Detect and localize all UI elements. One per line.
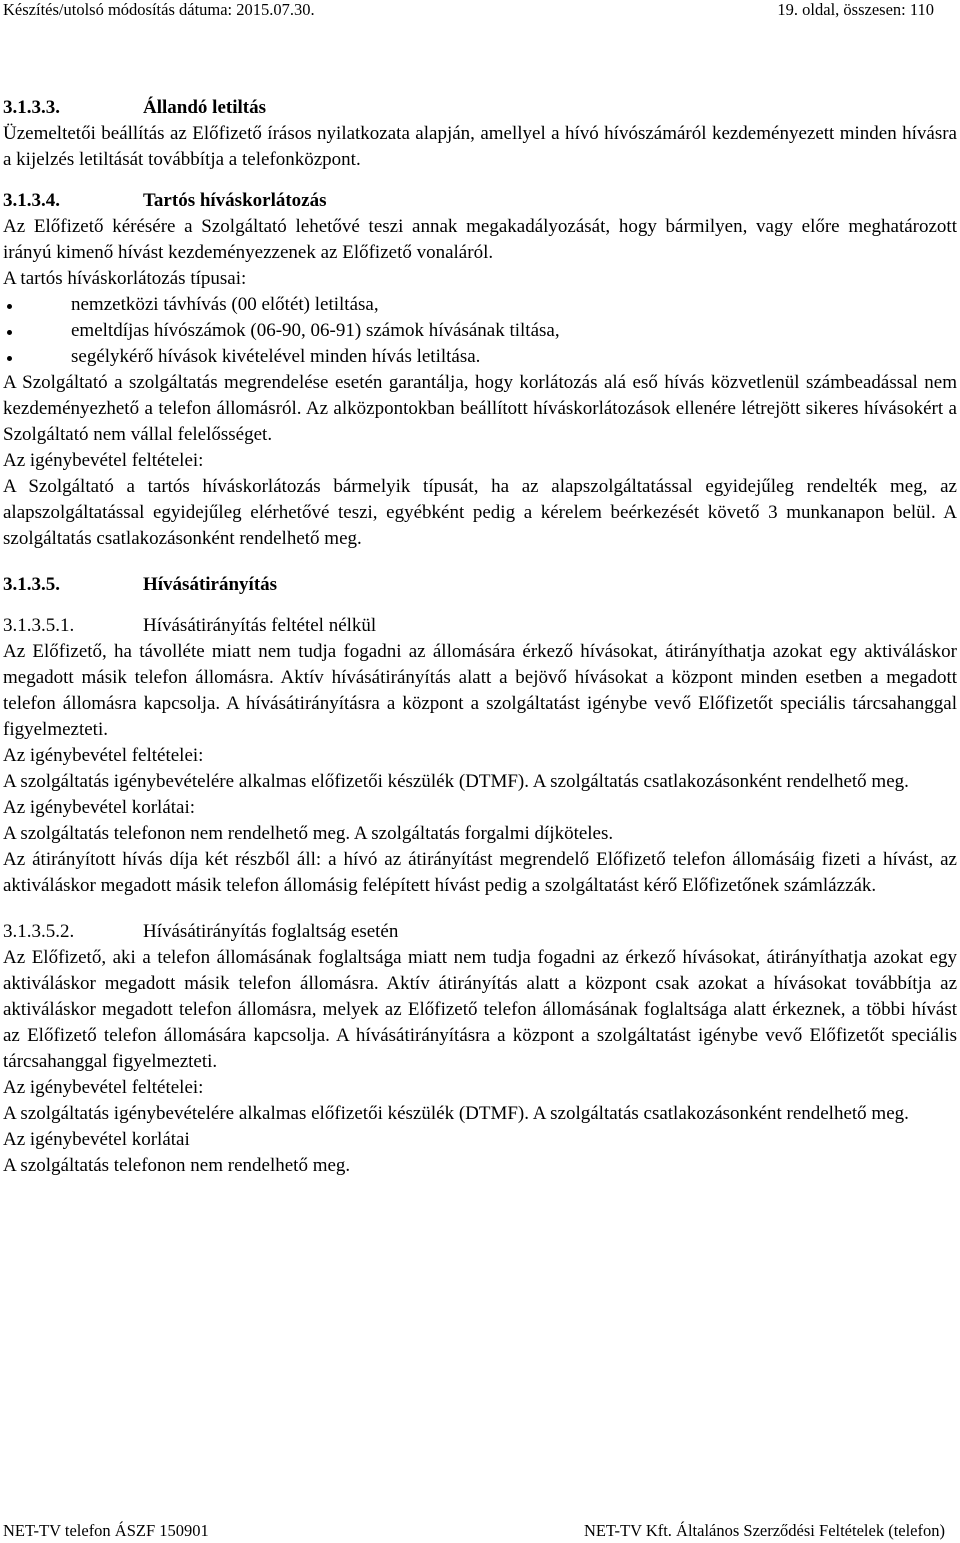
footer-document-id: NET-TV telefon ÁSZF 150901 xyxy=(3,1521,209,1540)
list-item: nemzetközi távhívás (00 előtét) letiltása, xyxy=(3,292,957,318)
paragraph: A szolgáltatás telefonon nem rendelhető meg. xyxy=(3,1155,351,1176)
paragraph: Az Előfizető, aki a telefon állomásának foglaltsága miatt nem tudja fogadni az érkező hívásokat, átirányíthatja azokat egy aktiváláskor megadott másik telefon állomásra. Aktív átirányítás alatt a központ csak azokat a hívásokat továbbítja az aktiváláskor megadott telefon állomásra, melyek az Előfizető telefon állomásának foglaltsága alatt érkeznek, a többi hívást az Előfizető telefon állomására kapcsolja. A hívásátirányításra a központ a szolgáltatást igénybe vevő Előfizetőt speciális tárcsahanggal figyelmezteti. xyxy=(3,947,957,1072)
section-title: Hívásátirányítás xyxy=(143,574,278,595)
section-heading-31351 xyxy=(3,613,957,639)
section-title: Hívásátirányítás feltétel nélkül xyxy=(143,615,377,636)
paragraph: A Szolgáltató a tartós híváskorlátozás bármelyik típusát, ha az alapszolgáltatással egyidejűleg rendelték meg, az alapszolgáltatással egyidejűleg elérhetővé teszi, egyébként pedig a kérelem beérkezését követő 3 munkanapon belül. A szolgáltatás csatlakozásonként rendelhető meg. xyxy=(3,476,957,549)
paragraph: A Szolgáltató a szolgáltatás megrendelése esetén garantálja, hogy korlátozás alá eső hívás közvetlenül számbeadással nem kezdeményezhető a telefon állomásról. Az alközpontokban beállított híváskorlátozások ellenére létrejött sikeres hívásokért a Szolgáltató nem vállal felelősséget. xyxy=(3,372,957,445)
paragraph: Az igénybevétel korlátai xyxy=(3,1129,190,1150)
section-number: 3.1.3.5.1. xyxy=(3,615,75,636)
paragraph: Az Előfizető, ha távolléte miatt nem tudja fogadni az állomására érkező hívásokat, átirányíthatja azokat egy aktiváláskor megadott másik telefon állomásra. Aktív hívásátirányítás alatt a bejövő hívásokat a központ minden esetben a megadott telefon állomásra kapcsolja. A hívásátirányításra a központ a szolgáltatást igénybe vevő Előfizetőt speciális tárcsahanggal figyelmezteti. xyxy=(3,641,957,740)
paragraph: A szolgáltatás telefonon nem rendelhető meg. A szolgáltatás forgalmi díjköteles. xyxy=(3,823,614,844)
header-date: Készítés/utolsó módosítás dátuma: 2015.07.30. xyxy=(3,0,315,19)
header-page-number: 19. oldal, összesen: 110 xyxy=(777,0,934,19)
restriction-type-list xyxy=(3,292,957,370)
section-heading-3134 xyxy=(3,188,957,214)
section-number: 3.1.3.5.2. xyxy=(3,921,75,942)
paragraph: Üzemeltetői beállítás az Előfizető írásos nyilatkozata alapján, amellyel a hívó hívószámáról kezdeményezett minden hívásra a kijelzés letiltását továbbítja a telefonközpont. xyxy=(3,123,957,170)
paragraph: Az igénybevétel korlátai: xyxy=(3,797,196,818)
section-title: Hívásátirányítás foglaltság esetén xyxy=(143,921,399,942)
paragraph: A tartós híváskorlátozás típusai: xyxy=(3,268,247,289)
section-number: 3.1.3.5. xyxy=(3,574,60,595)
document-body xyxy=(3,95,957,1179)
paragraph: A szolgáltatás igénybevételére alkalmas előfizetői készülék (DTMF). A szolgáltatás csatlakozásonként rendelhető meg. xyxy=(3,1103,909,1124)
section-title: Tartós híváskorlátozás xyxy=(143,190,327,211)
paragraph: Az igénybevétel feltételei: xyxy=(3,745,204,766)
paragraph: Az igénybevétel feltételei: xyxy=(3,450,204,471)
paragraph: Az igénybevétel feltételei: xyxy=(3,1077,204,1098)
section-title: Állandó letiltás xyxy=(143,97,266,118)
paragraph: Az Előfizető kérésére a Szolgáltató lehetővé teszi annak megakadályozását, hogy bármilyen, vagy előre meghatározott irányú kimenő hívást kezdeményezzenek az Előfizető vonaláról. xyxy=(3,216,957,263)
list-item: emeltdíjas hívószámok (06-90, 06-91) számok hívásának tiltása, xyxy=(3,318,957,344)
section-heading-3135 xyxy=(3,572,957,598)
section-number: 3.1.3.4. xyxy=(3,190,60,211)
list-item: segélykérő hívások kivételével minden hívás letiltása. xyxy=(3,344,957,370)
footer-document-title: NET-TV Kft. Általános Szerződési Feltételek (telefon) xyxy=(583,1521,945,1540)
paragraph: Az átirányított hívás díja két részből áll: a hívó az átirányítást megrendelő Előfizető telefon állomásáig fizeti a hívást, az aktiváláskor megadott másik telefon állomásig felépített hívást pedig a szolgáltatást kérő Előfizetőnek számlázzák. xyxy=(3,849,957,896)
section-number: 3.1.3.3. xyxy=(3,97,60,118)
section-heading-31352 xyxy=(3,919,957,945)
section-heading-3133 xyxy=(3,95,957,121)
paragraph: A szolgáltatás igénybevételére alkalmas előfizetői készülék (DTMF). A szolgáltatás csatlakozásonként rendelhető meg. xyxy=(3,771,909,792)
